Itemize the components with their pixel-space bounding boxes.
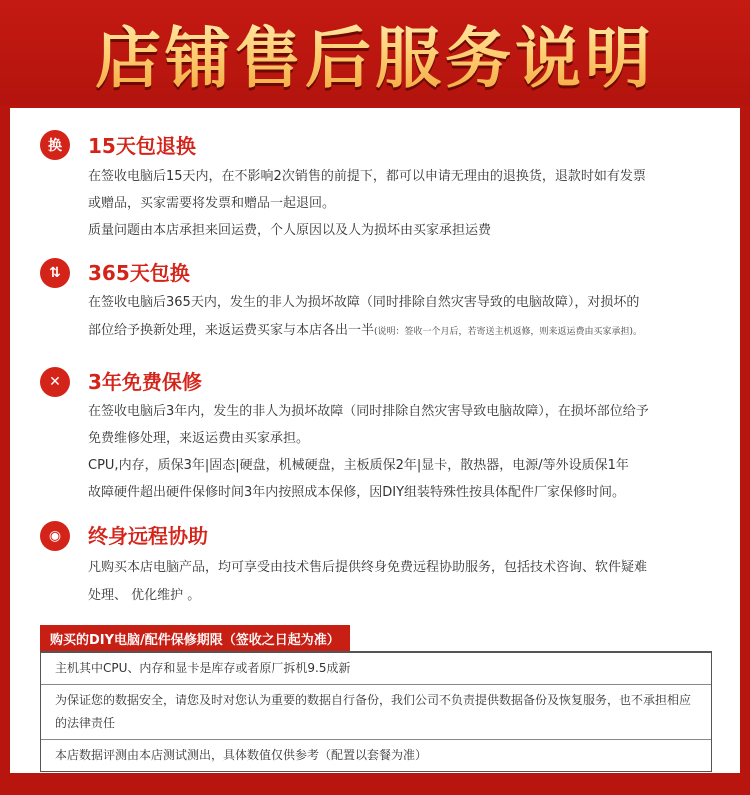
repair-tools-icon: ✕ (40, 367, 70, 397)
swap-arrows-icon: ⇅ (40, 258, 70, 288)
section-text: 在签收电脑后365天内，发生的非人为损坏故障（同时排除自然灾害导致的电脑故障），对损坏的 (88, 295, 640, 310)
section-note: (说明：签收一个月后，若寄送主机返修，则来返运费由买家承担)。 (374, 327, 643, 337)
section-text: 质量问题由本店承担来回运费，个人原因以及人为损坏由买家承担运费 (88, 223, 492, 238)
section-text: 或赠品，买家需要将发票和赠品一起退回。 (88, 196, 336, 211)
section-text: 处理、 优化维护 。 (88, 588, 201, 603)
section-title: 365天包换 (88, 261, 190, 285)
page-title: 店铺售后服务说明 (95, 5, 655, 100)
exchange-icon: 换 (40, 130, 70, 160)
section-title: 终身远程协助 (88, 524, 208, 548)
section-title: 15天包退换 (88, 134, 196, 158)
section-text: 免费维修处理，来返运费由买家承担。 (88, 431, 310, 446)
section-text: 故障硬件超出硬件保修时间3年内按照成本保修，因DIY组装特殊性按具体配件厂家保修时间。 (88, 485, 626, 500)
warranty-header: 购买的DIY电脑/配件保修期限（签收之日起为准） (40, 625, 350, 651)
remote-signal-icon: ◉ (40, 521, 70, 551)
section-text: 在签收电脑后15天内，在不影响2次销售的前提下，都可以申请无理由的退换货，退款时如有发票 (88, 169, 646, 184)
section-text: CPU,内存，质保3年|固态|硬盘，机械硬盘，主板质保2年|显卡，散热器，电源/等外设质保1年 (88, 458, 629, 473)
content-panel (10, 108, 740, 773)
section-title: 3年免费保修 (88, 370, 202, 394)
table-row: 为保证您的数据安全，请您及时对您认为重要的数据自行备份，我们公司不负责提供数据备份及恢复服务，也不承担相应的法律责任 (41, 685, 711, 740)
section-text: 在签收电脑后3年内，发生的非人为损坏故障（同时排除自然灾害导致电脑故障），在损坏部位给予 (88, 404, 649, 419)
section-text: 凡购买本店电脑产品，均可享受由技术售后提供终身免费远程协助服务，包括技术咨询、软件疑难 (88, 560, 648, 575)
banner (0, 0, 750, 105)
section-text (88, 319, 642, 338)
section-text-main: 部位给予换新处理，来返运费买家与本店各出一半 (88, 323, 375, 338)
table-row: 本店数据评测由本店测试测出，具体数值仅供参考（配置以套餐为准） (55, 748, 428, 762)
warranty-table (40, 651, 712, 772)
table-row: 主机其中CPU、内存和显卡是库存或者原厂拆机9.5成新 (41, 653, 711, 685)
